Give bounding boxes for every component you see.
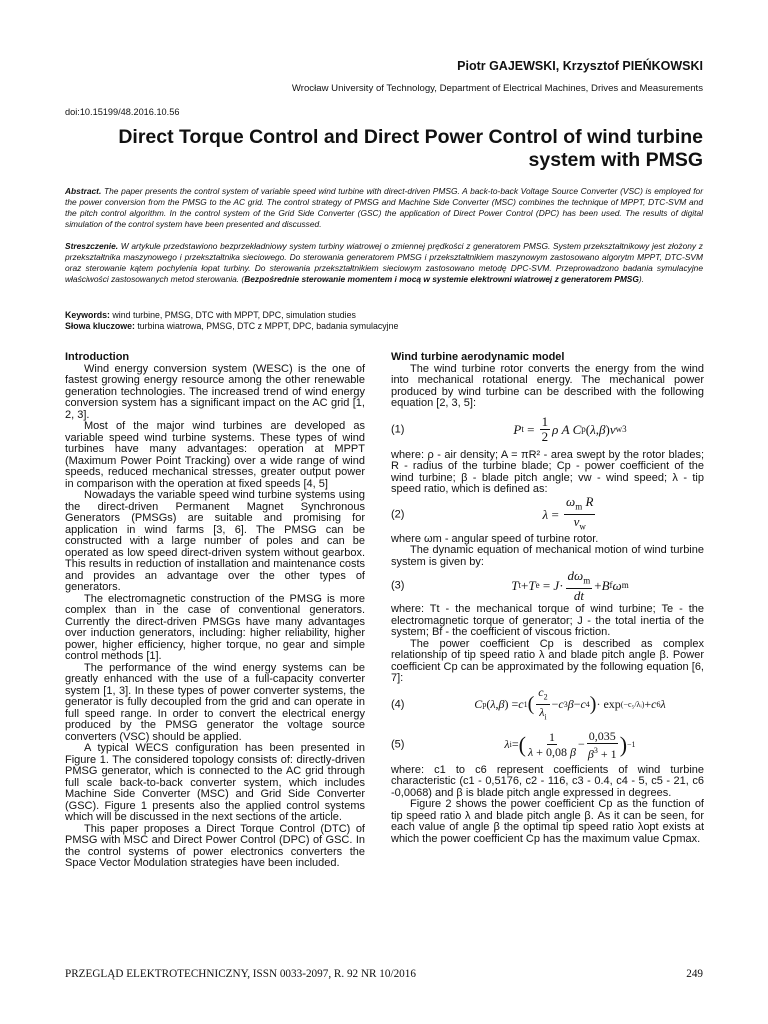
model-paragraph-4: Figure 2 shows the power coefficient Cp as the function of tip speed ratio λ and blade pitch angle β. As it can be seen, for each value of angle β the optimal tip speed ratio λopt exists at which the power coefficient Cp has the maximum value Cpmax.	[391, 798, 704, 845]
title-line-2: system with PMSG	[528, 149, 703, 171]
paper-title	[63, 126, 703, 172]
intro-paragraph-2: Most of the major wind turbines are developed as variable speed wind turbine systems. These types of wind turbines have many advantages: operation at MPPT (Maximum Power Point Tracking) over a wide range of wind speeds, reduced mechanical stresses, greater output power in comparison with the operation at fixed speeds [4, 5]	[65, 420, 365, 490]
equation-5-number: (5)	[391, 737, 405, 750]
abstract-polish	[65, 241, 703, 285]
equation-2-number: (2)	[391, 507, 405, 520]
abstract-pl-bold-title: Bezpośrednie sterowanie momentem i mocą w systemie elektrowni wiatrowej z generatorem PMSG	[244, 273, 639, 284]
model-paragraph-1: The wind turbine rotor converts the energy from the wind into mechanical rotational energy. The mechanical power produced by wind turbine can be described with the following equation [2, 3, 5]:	[391, 362, 704, 409]
abstract-pl-text: W artykule przedstawiono bezprzekładniowy system turbiny wiatrowej o zmiennej prędkości z generatorem PMSG. System przekształtnikowy jest złożony z przekształtnika maszynowego i przekształtnika sieciowego. Do sterowania generatorem PMSG i przekształtnikiem maszynowym zastosowano algorytm MPPT, DTC-SVM oraz sterowanie kątem pochylenia łopat turbiny. Do sterowania przekształtnikiem sieciowym zastosowano metodę DPC-SVM. Przeprowadzono badania symulacyjne właściwości zastosowanych metod sterowania. (	[65, 241, 703, 284]
abstract-pl-label: Streszczenie.	[65, 241, 119, 251]
keywords-label: Keywords:	[65, 310, 110, 320]
where-1: where: ρ - air density; A = πR² - area swept by the rotor blades; R - radius of the turbine blade; Cp - power coefficient of the wind turbine; β - blade pitch angle; vw - wind speed; λ - tip speed ratio, which is defined as:	[391, 448, 704, 495]
where-2: where ωm - angular speed of turbine rotor.	[391, 532, 599, 545]
intro-paragraph-7: This paper proposes a Direct Torque Control (DTC) of PMSG with MSC and Direct Power Control (DPC) of GSC. In the control systems of power electronics converters the Space Vector Modulation strategies have been included.	[65, 822, 365, 869]
section-heading-aerodynamic-model: Wind turbine aerodynamic model	[391, 351, 565, 363]
model-paragraph-3: The power coefficient Cp is described as complex relationship of tip speed ratio λ and blade pitch angle β. Power coefficient Cp can be approximated by the following equation [6, 7]:	[391, 637, 704, 684]
keywords	[65, 310, 398, 332]
equation-4-formula: C p ( λ , β ) = c 1 ( $\frac{c_2}{\lambda_i}$ − c 3 β − c 4 ) · exp (−c₅/λᵢ) + c 6 λ	[474, 684, 666, 722]
equation-1-formula: P t = $\frac{1}{2}$ ρ A C p ( λ , β ) v w 3	[513, 414, 627, 444]
intro-paragraph-3: Nowadays the variable speed wind turbine systems using the direct-driven Permanent Magnet Synchronous Generators (PMSGs) are suitable and promising for application in wind farms [3, 6]. The PMSG can be constructed with a large number of poles and can be operated as low speed direct-driven system without gearbox. This results in reduction of installation and maintenance costs and provides an advantage over the other types of generators.	[65, 489, 365, 593]
equation-2-formula: λ = $\frac{\omega_m R}{v_w}$	[542, 494, 594, 532]
abstract-pl-end: ).	[638, 273, 645, 284]
where-3: where: Tt - the mechanical torque of wind turbine; Te - the electromagnetic torque of generator; J - the total inertia of the system; Bf - the coefficient of viscous friction.	[391, 603, 704, 638]
affiliation: Wrocław University of Technology, Department of Electrical Machines, Drives and Measurements	[291, 83, 703, 94]
title-line-1: Direct Torque Control and Direct Power Control of wind turbine	[118, 126, 703, 148]
keywords-pl	[65, 321, 398, 332]
intro-paragraph-4: The electromagnetic construction of the PMSG is more complex than in the case of conventional generators. Currently the direct-driven PMSGs have many advantages over induction generators, including: higher reliability, higher power, higher efficiency, higher torque, no gear and simple control methods [1].	[65, 592, 365, 662]
doi: doi:10.15199/48.2016.10.56	[65, 107, 180, 117]
intro-paragraph-5: The performance of the wind energy systems can be greatly enhanced with the use of a full-capacity converter system [1, 3]. In these types of power converter systems, the generator is fully decoupled from the grid and can operate in full speed range. In order to convert the electrical energy produced by the PMSG generator the voltage source converters (VSC) should be applied.	[65, 661, 365, 743]
keywords-en	[65, 310, 398, 321]
equation-4-number: (4)	[391, 697, 405, 710]
equation-4	[391, 685, 704, 725]
left-column	[65, 352, 365, 870]
equation-1	[391, 410, 704, 450]
equation-3-formula: T t + T e = J · $\frac{d\omega_m}{dt}$ + B f ω m	[511, 568, 629, 603]
equation-5-formula: λ i = ( $\frac{1}{\lambda + 0,08 \beta}$ − $\frac{0,035}{\beta^3 + 1}$ ) −1	[504, 728, 636, 761]
keywords-pl-label: Słowa kluczowe:	[65, 321, 135, 331]
where-4: where: c1 to c6 represent coefficients of wind turbine characteristic (c1 - 0,5176, c2 - 116, c3 - 0.4, c4 - 5, c5 - 21, c6 -0,0068) and β is blade pitch angle expressed in degrees.	[391, 763, 704, 799]
intro-paragraph-1: Wind energy conversion system (WESC) is the one of fastest growing energy resource among the other renewable generation technologies. The increased trend of wind energy conversion system has a significant impact on the AC grid [1, 2, 3].	[65, 362, 365, 421]
page-number: 249	[686, 968, 703, 980]
equation-5	[391, 725, 704, 765]
section-heading-introduction: Introduction	[65, 351, 130, 363]
abstract-label: Abstract.	[65, 186, 102, 196]
equation-3	[391, 568, 704, 604]
right-column	[391, 352, 704, 845]
footer-journal: PRZEGLĄD ELEKTROTECHNICZNY, ISSN 0033-2097, R. 92 NR 10/2016	[65, 968, 416, 980]
abstract-text: The paper presents the control system of variable speed wind turbine with direct-driven PMSG. A back-to-back Voltage Source Converter (VSC) is employed for the power conversion from the PMSG to the AC grid. The control strategy of PMSG and Machine Side Converter (MSC) combines the technique of MPPT, DTC-SVM and the pitch control algorithm. In the control system of the Grid Side Converter (GSC) the application of Direct Power Control (DPC) has been used. The results of digital simulation of the control system have been presented and discussed.	[65, 186, 703, 229]
equation-1-number: (1)	[391, 422, 405, 435]
abstract	[65, 186, 703, 230]
equation-2	[391, 496, 704, 534]
model-paragraph-2: The dynamic equation of mechanical motion of wind turbine system is given by:	[391, 544, 704, 568]
equation-3-number: (3)	[391, 579, 405, 592]
keywords-pl-text: turbina wiatrowa, PMSG, DTC z MPPT, DPC, badania symulacyjne	[134, 321, 399, 331]
authors: Piotr GAJEWSKI, Krzysztof PIEŃKOWSKI	[457, 59, 703, 73]
intro-paragraph-6: A typical WECS configuration has been presented in Figure 1. The considered topology consists of: directly-driven PMSG generator, which is connected to the AC grid through full scale back-to-back converter system, which includes Machine Side Converter (MSC) and Grid Side Converter (GSC). Figure 1 presents also the applied control systems which will be discussed in the next sections of the article.	[65, 742, 365, 823]
keywords-text: wind turbine, PMSG, DTC with MPPT, DPC, simulation studies	[109, 310, 356, 320]
